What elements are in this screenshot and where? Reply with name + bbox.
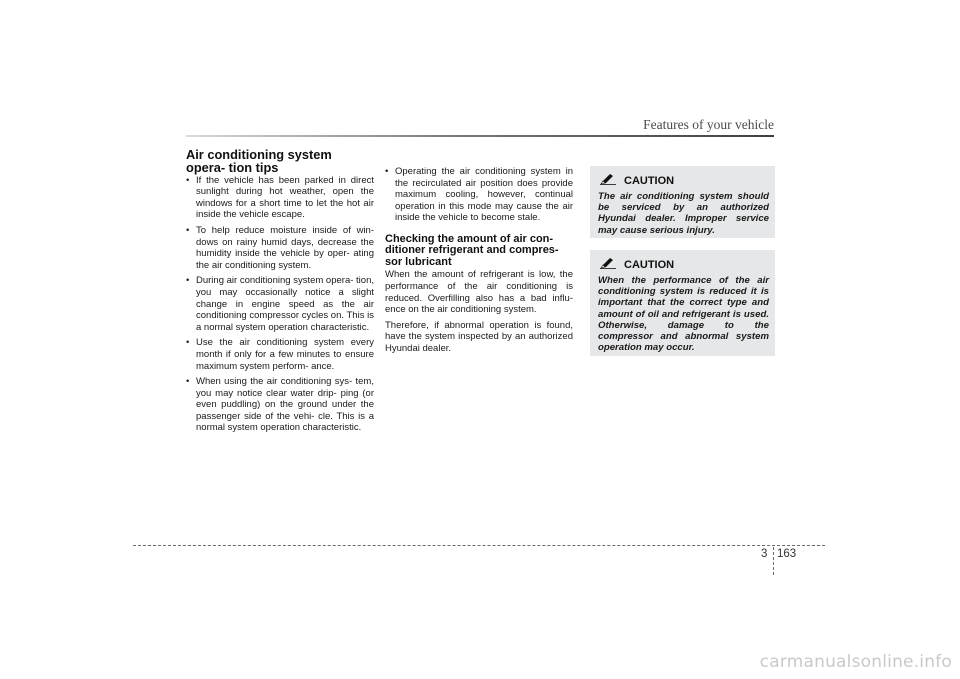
header-divider [186, 135, 774, 137]
middle-column [385, 166, 573, 359]
bullet-icon: • [186, 174, 190, 186]
recirculation-list [385, 166, 573, 224]
bullet-icon: • [186, 275, 190, 287]
list-item: • When using the air conditioning sys- tem, you may notice clear water drip- ping (or even puddling) on the ground under the passenger side of the vehi- cle. This is a normal system operation characteristic. [186, 376, 374, 434]
left-column [186, 149, 374, 438]
caution-text: The air conditioning system should be serviced by an authorized Hyundai dealer. Improper service may cause serious injury. [598, 191, 769, 236]
list-item: • If the vehicle has been parked in direct sunlight during hot weather, open the windows for a short time to let the hot air inside the vehicle escape. [186, 174, 374, 221]
footer-page-separator [773, 547, 774, 575]
list-item: • Use the air conditioning system every month if only for a few minutes to ensure maximum system perform- ance. [186, 337, 374, 372]
caution-title: CAUTION [624, 175, 675, 187]
caution-box-oil-refrigerant [590, 250, 775, 356]
caution-title: CAUTION [624, 259, 675, 271]
bullet-icon: • [186, 337, 190, 349]
caution-box-service [590, 166, 775, 238]
chapter-number: 3 [761, 548, 768, 560]
watermark: carmanualsonline.info [759, 652, 952, 672]
caution-pencil-icon [600, 172, 624, 190]
bullet-icon: • [186, 224, 190, 236]
refrigerant-check-heading: Checking the amount of air con- ditioner refrigerant and compres- sor lubricant [385, 232, 559, 268]
ac-tips-list [186, 175, 374, 434]
refrigerant-paragraph: When the amount of refrigerant is low, the performance of the air conditioning is reduced. Overfilling also has a bad influ- ence on the air conditioning system. [385, 269, 573, 316]
footer-divider [133, 545, 825, 546]
list-item: • To help reduce moisture inside of win- dows on rainy humid days, decrease the humidity inside the vehicle by oper- ating the air conditioning system. [186, 224, 374, 271]
inspection-paragraph: Therefore, if abnormal operation is found, have the system inspected by an authorized Hyundai dealer. [385, 319, 573, 355]
bullet-icon: • [385, 166, 389, 177]
caution-text: When the performance of the air conditioning system is reduced it is important that the correct type and amount of oil and refrigerant is used. Otherwise, damage to the compressor and abnormal system operation may occur. [598, 275, 769, 354]
bullet-icon: • [186, 376, 190, 388]
ac-tips-heading: Air conditioning system opera- tion tips [186, 147, 332, 175]
caution-pencil-icon [600, 256, 624, 274]
page-number: 163 [777, 548, 797, 560]
list-item: • During air conditioning system opera- tion, you may occasionally notice a slight change in engine speed as the air conditioning compressor cycles on. This is a normal system operation characteristic. [186, 275, 374, 333]
section-title: Features of your vehicle [643, 117, 774, 132]
list-item: • Operating the air conditioning system in the recirculated air position does provide maximum cooling, however, continual operation in this mode may cause the air inside the vehicle to become stale. [385, 166, 573, 224]
